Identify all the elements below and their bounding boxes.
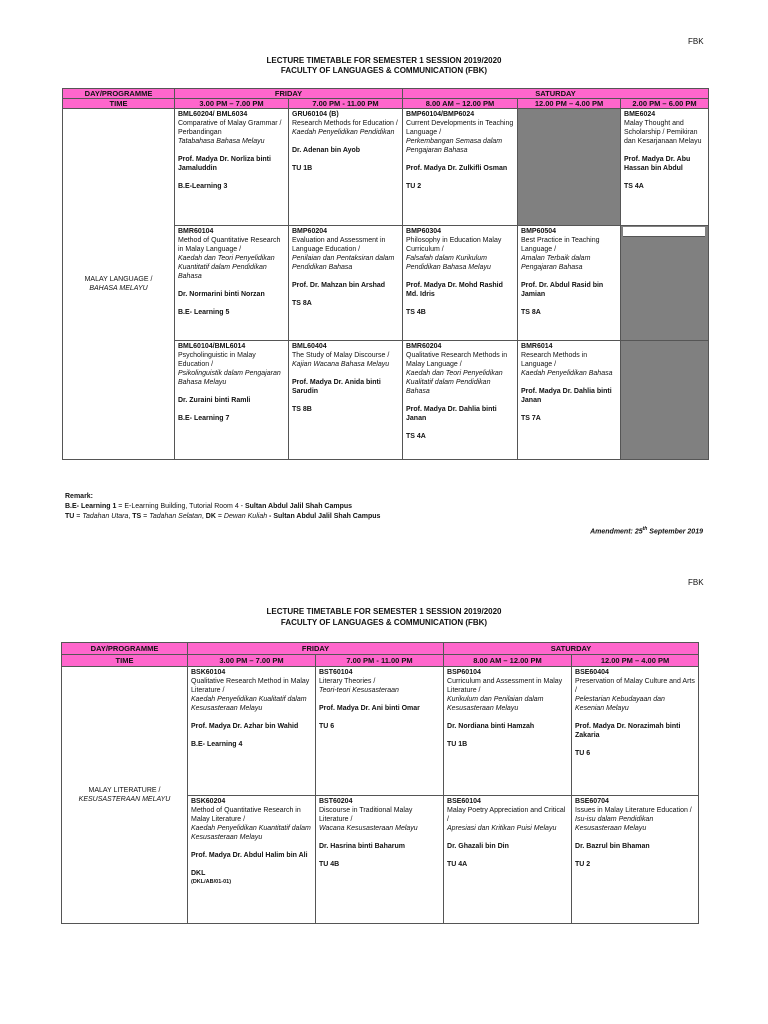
course-title-malay: Teori-teori Kesusasteraan <box>319 687 399 695</box>
course-cell <box>403 341 518 460</box>
lecturer: Prof. Madya Dr. Zulkifli Osman <box>406 165 508 173</box>
course-title: Curriculum and Assessment in Malay Literature / <box>447 678 563 695</box>
remark-term: B.E- Learning 1 <box>65 503 117 510</box>
course-title: Literary Theories / <box>319 678 376 686</box>
course-cell <box>444 795 572 923</box>
page1-title: LECTURE TIMETABLE FOR SEMESTER 1 SESSION 2019/2020 <box>266 56 502 65</box>
room: TU 1B <box>447 741 468 749</box>
course-cell <box>289 109 403 226</box>
course-title: Qualitative Research Method in Malay Literature / <box>191 678 310 695</box>
remark-term: TU <box>65 513 75 520</box>
room: TS 8B <box>292 406 312 414</box>
room: TU 2 <box>406 183 422 191</box>
course-code: BMR60104 <box>178 228 214 236</box>
room: TS 4A <box>624 183 644 191</box>
course-code: BML60204/ BML6034 <box>178 111 248 119</box>
page2-title: LECTURE TIMETABLE FOR SEMESTER 1 SESSION 2019/2020 <box>266 607 502 616</box>
room-note: (DKL/AB/01-01) <box>191 878 232 885</box>
friday-header: FRIDAY <box>175 89 403 99</box>
lecturer: Dr. Adenan bin Ayob <box>292 147 361 155</box>
white-band <box>623 227 705 237</box>
room: TS 8A <box>521 309 541 317</box>
course-cell <box>403 109 518 226</box>
course-title: Research Methods in Language / <box>521 352 588 369</box>
course-title: Psycholinguistic in Malay Education / <box>178 352 256 369</box>
course-code: BSK60104 <box>191 669 226 677</box>
course-code: BMP60504 <box>521 228 557 236</box>
course-code: BSE60704 <box>575 797 609 805</box>
programme-name: MALAY LANGUAGE / <box>84 276 153 284</box>
course-title: Issues in Malay Literature Education / <box>575 806 692 814</box>
lecturer: Prof. Madya Dr. Dahlia binti Janan <box>521 388 612 405</box>
course-title: Preservation of Malay Culture and Arts / <box>575 678 695 695</box>
course-title-malay: Apresiasi dan Kritikan Puisi Melayu <box>447 824 557 832</box>
course-title-malay: Kaedah dan Teori Penyelidikan Kualitatif dalam Pendidikan Bahasa <box>406 370 503 396</box>
lecturer: Prof. Dr. Mahzan bin Arshad <box>292 282 386 290</box>
page1-faculty: FACULTY OF LANGUAGES & COMMUNICATION (FBK) <box>280 66 488 75</box>
lecturer: Dr. Bazrul bin Bhaman <box>575 842 650 850</box>
empty-slot <box>518 109 621 226</box>
course-title-malay: Perkembangan Semasa dalam Pengajaran Bahasa <box>406 138 503 155</box>
room: TS 4B <box>406 309 426 317</box>
room: TU 2 <box>575 860 591 868</box>
room: B.E- Learning 7 <box>178 415 230 423</box>
remark-text: = <box>215 513 224 520</box>
timetable-malay-literature <box>61 642 699 924</box>
remark-campus: - Sultan Abdul Jalil Shah Campus <box>267 513 381 520</box>
time-header: TIME <box>62 655 188 667</box>
remark-text: = <box>74 513 83 520</box>
programme-cell <box>62 667 188 924</box>
course-code: BMP60304 <box>406 228 442 236</box>
programme-name-malay: KESUSASTERAAN MELAYU <box>78 796 171 804</box>
room: B.E- Learning 5 <box>178 309 230 317</box>
course-title: Malay Poetry Appreciation and Critical / <box>447 806 566 823</box>
course-title-malay: Kajian Wacana Bahasa Melayu <box>292 361 390 369</box>
lecturer: Prof. Madya Dr. Abdul Halim bin Ali <box>191 851 308 859</box>
course-cell <box>572 667 699 795</box>
slot-header: 12.00 PM – 4.00 PM <box>518 99 621 109</box>
day-programme-header: DAY/PROGRAMME <box>63 89 175 99</box>
course-cell <box>175 226 289 341</box>
friday-header: FRIDAY <box>188 643 444 655</box>
remark-label: Remark: <box>65 493 94 500</box>
lecturer: Dr. Hasrina binti Baharum <box>319 842 405 850</box>
course-code: BSK60204 <box>191 797 226 805</box>
course-code: GRU60104 (B) <box>292 111 339 119</box>
course-cell <box>621 109 709 226</box>
course-code: BSP60104 <box>447 669 481 677</box>
programme-name: MALAY LITERATURE / <box>88 787 161 795</box>
course-title: Qualitative Research Methods in Malay Language / <box>406 352 508 369</box>
saturday-header: SATURDAY <box>444 643 699 655</box>
course-cell <box>188 667 316 795</box>
course-cell <box>316 795 444 923</box>
room: TU 6 <box>575 750 591 758</box>
time-header: TIME <box>63 99 175 109</box>
saturday-header: SATURDAY <box>403 89 709 99</box>
empty-slot <box>621 226 709 341</box>
amendment-suffix: th <box>642 526 648 532</box>
course-title: Malay Thought and Scholarship / Pemikiran dan Kesarjanaan Melayu <box>624 120 702 146</box>
course-cell <box>518 226 621 341</box>
course-title: Current Developments in Teaching Language / <box>406 120 514 137</box>
course-title-malay: Tatabahasa Bahasa Melayu <box>178 138 265 146</box>
lecturer: Dr. Nordiana binti Hamzah <box>447 723 535 731</box>
course-title: Evaluation and Assessment in Language Education / <box>292 237 386 254</box>
remark-text: , <box>128 513 133 520</box>
remark-line-1 <box>65 502 380 512</box>
course-code: BST60204 <box>319 797 353 805</box>
lecturer: Dr. Normarini binti Norzan <box>178 291 265 299</box>
lecturer: Prof. Dr. Abdul Rasid bin Jamian <box>521 282 604 299</box>
course-title: Method of Quantitative Research in Malay Language / <box>178 237 281 254</box>
course-title-malay: Falsafah dalam Kurikulum Pendidikan Bahasa Melayu <box>406 255 491 272</box>
course-cell <box>518 341 621 460</box>
lecturer: Prof. Madya Dr. Mohd Rashid Md. Idris <box>406 282 503 299</box>
remark-term-malay: Tadahan Utara <box>82 513 129 520</box>
lecturer: Prof. Madya Dr. Ani binti Omar <box>319 705 420 713</box>
course-cell <box>175 341 289 460</box>
room: B.E-Learning 3 <box>178 183 228 191</box>
room: TU 6 <box>319 723 335 731</box>
room: TS 4A <box>406 433 426 441</box>
lecturer: Prof. Madya Dr. Abu Hassan bin Abdul <box>624 156 691 173</box>
remark-campus: Sultan Abdul Jalil Shah Campus <box>244 503 353 510</box>
course-code: BSE60104 <box>447 797 481 805</box>
course-code: BSE60404 <box>575 669 609 677</box>
day-programme-header: DAY/PROGRAMME <box>62 643 188 655</box>
amendment-date <box>590 526 703 535</box>
lecturer: Prof. Madya Dr. Norliza binti Jamaluddin <box>178 156 271 173</box>
lecturer: Dr. Ghazali bin Din <box>447 842 509 850</box>
page1-tag: FBK <box>688 37 704 46</box>
course-cell <box>175 109 289 226</box>
programme-name-malay: BAHASA MELAYU <box>89 285 148 293</box>
course-cell <box>289 226 403 341</box>
remark-text: = E-Learning Building, Tutorial Room 4 - <box>116 503 245 510</box>
slot-header: 8.00 AM – 12.00 PM <box>403 99 518 109</box>
course-cell <box>289 341 403 460</box>
course-title: Research Methods for Education / <box>292 120 398 128</box>
remark-text: , <box>201 513 206 520</box>
course-code: BML60104/BML6014 <box>178 343 246 351</box>
lecturer: Prof. Madya Dr. Azhar bin Wahid <box>191 723 299 731</box>
course-title-malay: Isu-isu dalam Pendidikan Kesusasteraan Melayu <box>575 815 654 832</box>
room: B.E- Learning 4 <box>191 741 243 749</box>
slot-header: 2.00 PM – 6.00 PM <box>621 99 709 109</box>
course-title: Comparative of Malay Grammar / Perbandingan <box>178 120 282 137</box>
course-title-malay: Kurikulum dan Penilaian dalam Kesusasteraan Melayu <box>447 696 544 713</box>
course-title: Philosophy in Education Malay Curriculum / <box>406 237 502 254</box>
course-title-malay: Wacana Kesusasteraan Melayu <box>319 824 418 832</box>
course-title: Discourse in Traditional Malay Literature / <box>319 806 413 823</box>
course-code: BML60404 <box>292 343 327 351</box>
course-code: BMP60104/BMP6024 <box>406 111 475 119</box>
lecturer: Dr. Zuraini binti Ramli <box>178 397 251 405</box>
remark-text: = <box>141 513 150 520</box>
remark-line-2 <box>65 512 380 522</box>
lecturer: Prof. Madya Dr. Dahlia binti Janan <box>406 406 497 423</box>
room: TU 4B <box>319 860 340 868</box>
slot-header: 3.00 PM – 7.00 PM <box>188 655 316 667</box>
room: DKL <box>191 869 206 877</box>
amendment-text: Amendment: 25 <box>590 528 643 536</box>
timetable-malay-language <box>62 88 709 460</box>
room: TS 7A <box>521 415 541 423</box>
room: TS 8A <box>292 300 312 308</box>
slot-header: 12.00 PM – 4.00 PM <box>572 655 699 667</box>
course-cell <box>572 795 699 923</box>
course-title-malay: Kaedah Penyelidikan Pendidikan <box>292 129 395 137</box>
lecturer: Prof. Madya Dr. Norazimah binti Zakaria <box>575 723 681 740</box>
course-code: BME6024 <box>624 111 656 119</box>
course-title-malay: Kaedah Penyelidikan Bahasa <box>521 370 613 378</box>
course-code: BMP60204 <box>292 228 328 236</box>
course-code: BST60104 <box>319 669 353 677</box>
slot-header: 7.00 PM - 11.00 PM <box>289 99 403 109</box>
course-title: The Study of Malay Discourse / <box>292 352 390 360</box>
course-cell <box>316 667 444 795</box>
programme-cell <box>63 109 175 460</box>
remark-term: DK <box>205 513 216 520</box>
course-code: BMR60204 <box>406 343 442 351</box>
remark-term-malay: Tadahan Selatan <box>149 513 202 520</box>
slot-header: 3.00 PM – 7.00 PM <box>175 99 289 109</box>
slot-header: 8.00 AM – 12.00 PM <box>444 655 572 667</box>
room: TU 1B <box>292 165 313 173</box>
slot-header: 7.00 PM - 11.00 PM <box>316 655 444 667</box>
remark-term: TS <box>132 513 142 520</box>
course-title-malay: Kaedah Penyelidikan Kualitatif dalam Kesusasteraan Melayu <box>191 696 307 713</box>
room: TU 4A <box>447 860 468 868</box>
course-title-malay: Pelestarian Kebudayaan dan Kesenian Melayu <box>575 696 665 713</box>
remark-block <box>65 492 380 522</box>
amendment-text: September 2019 <box>647 528 703 536</box>
course-cell <box>444 667 572 795</box>
page2-faculty: FACULTY OF LANGUAGES & COMMUNICATION (FBK) <box>280 618 488 627</box>
course-title-malay: Amalan Terbaik dalam Pengajaran Bahasa <box>521 255 591 272</box>
course-title-malay: Psikolinguistik dalam Pengajaran Bahasa Melayu <box>178 370 281 387</box>
course-cell <box>188 795 316 923</box>
course-title: Method of Quantitative Research in Malay Literature / <box>191 806 301 823</box>
lecturer: Prof. Madya Dr. Anida binti Sarudin <box>292 379 381 396</box>
course-title-malay: Penilaian dan Pentaksiran dalam Pendidikan Bahasa <box>292 255 395 272</box>
course-title-malay: Kaedah dan Teori Penyelidikan Kuantitatif dalam Pendidikan Bahasa <box>178 255 275 281</box>
page2-tag: FBK <box>688 578 704 587</box>
course-title: Best Practice in Teaching Language / <box>521 237 600 254</box>
course-code: BMR6014 <box>521 343 553 351</box>
course-cell <box>403 226 518 341</box>
remark-term-malay: Dewan Kuliah <box>223 513 268 520</box>
course-title-malay: Kaedah Penyelidikan Kuantitatif dalam Kesusasteraan Melayu <box>191 824 311 841</box>
empty-slot <box>621 341 709 460</box>
